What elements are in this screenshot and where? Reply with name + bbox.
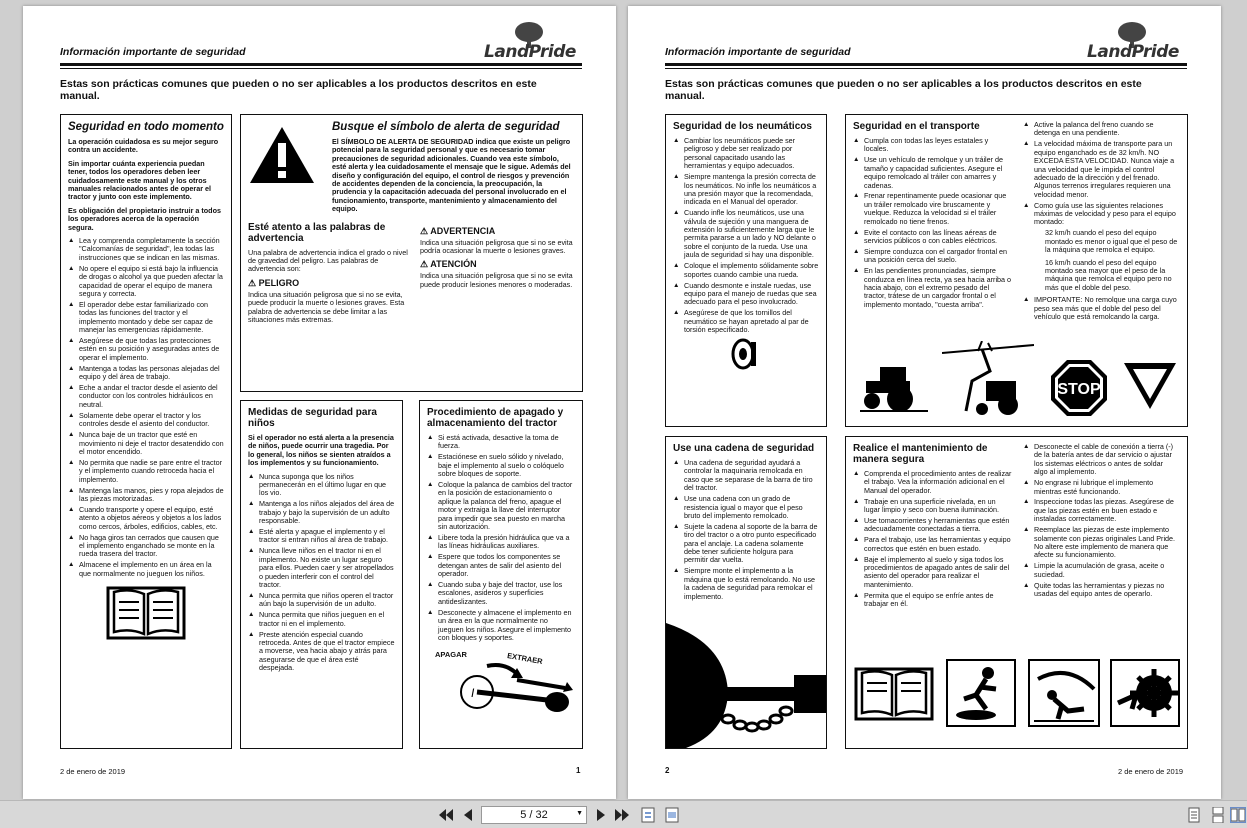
safety-chain-icon	[666, 623, 826, 748]
page-number: 2	[665, 766, 670, 775]
safety-list	[853, 137, 1013, 309]
list-item: ▲ Nunca baje de un tractor que esté en movimiento ni deje el tractor desatendido con el motor encendido.	[68, 431, 224, 456]
alerta-box	[240, 114, 583, 392]
apagar-label: APAGAR	[435, 650, 467, 660]
list-item: ▲ Baje el implemento al suelo y siga todos los procedimientos de apagado antes de salir del asiento del operador para realizar el mantenimiento.	[853, 556, 1013, 590]
fit-page-icon[interactable]	[640, 807, 656, 823]
land-pride-logo	[475, 20, 585, 64]
document-page-left	[23, 6, 616, 799]
logo-text: LandPride	[484, 42, 576, 62]
ignition-key-icon	[447, 660, 577, 716]
section-subtitle: Esté atento a las palabras de advertencia	[248, 221, 386, 244]
stop-sign-text: STOP	[1057, 381, 1101, 398]
list-item: ▲ Preste atención especial cuando retroceda. Antes de que el tractor empiece a moverse, vea hacia abajo y atrás para asegurarse de que el área esté despejada.	[248, 631, 395, 673]
header-rule	[60, 63, 582, 66]
list-item: ▲ IMPORTANTE: No remolque una carga cuyo peso sea más que el doble del peso del vehículo que está remolcando la carga.	[1023, 296, 1178, 321]
header-rule	[665, 63, 1187, 66]
list-item: ▲ Inspeccione todas las piezas. Asegúrese de que las piezas estén en buen estado e instaladas correctamente.	[1023, 498, 1178, 523]
gear-entanglement-icon	[1110, 659, 1180, 727]
skip-back-icon[interactable]	[438, 807, 454, 823]
yield-sign-icon	[1122, 361, 1178, 411]
tractor-icon	[860, 361, 928, 413]
slip-hazard-icon	[946, 659, 1016, 727]
mantenimiento-box	[845, 436, 1188, 749]
safety-list	[1023, 443, 1178, 598]
paragraph: Es obligación del propietario instruir a todos los operadores acerca de la operación segura.	[68, 205, 221, 232]
section-title: Seguridad de los neumáticos	[673, 121, 812, 132]
list-item: ▲ Sujete la cadena al soporte de la barra de tiro del tractor o a otro punto especificado para el anclaje. La cadena solamente debe tener suficiente holgura para permitir dar vuelta.	[673, 523, 819, 565]
page-selector[interactable]	[481, 806, 587, 824]
list-item: ▲ Use una cadena con un grado de resistencia igual o mayor que el peso bruto del implemento remolcado.	[673, 495, 819, 520]
list-item: ▲ Nunca lleve niños en el tractor ni en el implemento. No existe un lugar seguro para ellos. Pueden caer y ser atropellados o pueden interferir con el control del tractor.	[248, 547, 395, 589]
list-item: ▲ Use tomacorrientes y herramientas que estén adecuadamente conectadas a tierra.	[853, 517, 1013, 534]
section-title: Seguridad en todo momento	[68, 121, 224, 133]
next-icon[interactable]	[593, 807, 609, 823]
list-item: ▲ Cuando transporte y opere el equipo, esté atento a objetos aéreos y objetos a los lados como cercos, árboles, edificios, cables, etc.	[68, 506, 224, 531]
apagado-box	[419, 400, 583, 749]
skip-forward-icon[interactable]	[614, 807, 630, 823]
list-item: ▲ No permita que nadie se pare entre el tractor y el implemento cuando retroceda hacia el implemento.	[68, 459, 224, 484]
list-item: ▲ No haga giros tan cerrados que causen que el implemento enganchado se monte en la rueda trasera del tractor.	[68, 534, 224, 559]
tire-icon	[729, 338, 763, 370]
safety-list	[248, 473, 395, 673]
list-item: ▲ Asegúrese de que todas las protecciones estén en su posición y aseguradas antes de operar el implemento.	[68, 337, 224, 362]
viewer-toolbar	[0, 800, 1247, 828]
list-item: ▲ No opere el equipo si está bajo la influencia de drogas o alcohol ya que pueden afectar la capacidad de operar el equipo de manera segura y correcta.	[68, 265, 224, 299]
section-title: Realice el mantenimiento de manera segura	[853, 443, 988, 465]
ninos-box	[240, 400, 403, 749]
section-title: Use una cadena de seguridad	[673, 443, 815, 454]
list-item: ▲ Lea y comprenda completamente la sección "Calcomanías de seguridad", lea todas las instrucciones que se indican en las mismas.	[68, 237, 224, 262]
list-item: ▲ Coloque el implemento sólidamente sobre soportes cuando cambie una rueda.	[673, 262, 819, 279]
list-item: ▲ Solamente debe operar el tractor y los controles desde el asiento del conductor.	[68, 412, 224, 429]
seguridad-todo-box	[60, 114, 232, 749]
paragraph: El SÍMBOLO DE ALERTA DE SEGURIDAD indica que existe un peligro potencial para la seguridad personal y que es necesario tomar precauciones de seguridad adicionales. Cuando vea este símbolo, esté alerta y lea cuidadosamente el mensaje que le sigue. Además del diseño y configuración del equipo, el control de riesgos y prevención de accidentes dependen de la conciencia, la preocupación, la prudencia y la capacitación adecuada del personal involucrado en el funcionamiento, transporte, mantenimiento y almacenamiento del equipo.	[332, 137, 571, 214]
safety-alert-icon	[248, 125, 316, 185]
list-item: ▲ Nunca permita que niños jueguen en el tractor ni en el implemento.	[248, 611, 395, 628]
logo-text: LandPride	[1087, 42, 1179, 62]
list-item: ▲ Mantenga a los niños alejados del área de trabajo y bajo la supervisión de un adulto responsable.	[248, 500, 395, 525]
manual-book-icon	[106, 584, 186, 640]
manual-book-icon	[854, 665, 934, 721]
list-item: ▲ Para el trabajo, use las herramientas y equipo correctos que estén en buen estado.	[853, 536, 1013, 553]
safety-list	[673, 459, 819, 601]
list-item: ▲ Frenar repentinamente puede ocasionar que un tráiler remolcado vire bruscamente y vuelque. Reduzca la velocidad si el tráiler remolcado no tiene frenos.	[853, 192, 1013, 226]
peligro-heading: ⚠ PELIGRO	[248, 277, 300, 288]
intro-text: Estas son prácticas comunes que pueden o no ser aplicables a los productos descritos en este manual.	[60, 78, 537, 102]
list-item: ▲ Coloque la palanca de cambios del tractor en la posición de estacionamiento o aplique la palanca del freno, apague el motor y extraiga la llave del interruptor para impedir que sea puesto en marcha sin autorización.	[427, 481, 575, 531]
list-item: ▲ Desconecte el cable de conexión a tierra (-) de la batería antes de dar servicio o ajustar los sistemas eléctricos o antes de soldar algo al implemento.	[1023, 443, 1178, 477]
list-item: ▲ Comprenda el procedimiento antes de realizar el trabajo. Vea la información adicional en el Manual del operador.	[853, 470, 1013, 495]
list-item: ▲ Nunca suponga que los niños permanecerán en el último lugar en que los vio.	[248, 473, 395, 498]
footer-date: 2 de enero de 2019	[1118, 767, 1184, 776]
paragraph: Sin importar cuánta experiencia puedan tener, todos los operadores deben leer cuidadosamente este manual y los otros manuales relacionados antes de operar el tractor y junto con este implemento.	[68, 158, 212, 202]
footer-date: 2 de enero de 2019	[60, 767, 126, 776]
section-title: Procedimiento de apagado y almacenamiento del tractor	[427, 407, 564, 429]
extraer-label: EXTRAER	[506, 651, 544, 667]
list-item: ▲ Siempre monte el implemento a la máquina que lo está remolcando. No use la cadena de seguridad para remolcar el implemento.	[673, 567, 819, 601]
list-item: ▲ Si está activada, desactive la toma de fuerza.	[427, 434, 575, 451]
list-item: ▲ Active la palanca del freno cuando se detenga en una pendiente.	[1023, 121, 1178, 138]
list-item: ▲ Esté alerta y apague el implemento y el tractor si entran niños al área de trabajo.	[248, 528, 395, 545]
advertencia-heading: ⚠ ADVERTENCIA	[420, 225, 496, 236]
paragraph: Si el operador no está alerta a la presencia de niños, puede ocurrir una tragedia. Por lo general, los niños se sienten atraídos a los implementos y su funcionamiento.	[248, 433, 394, 468]
list-item: ▲ Mantenga las manos, pies y ropa alejados de las piezas motorizadas.	[68, 487, 224, 504]
list-item: ▲ Permita que el equipo se enfríe antes de trabajar en él.	[853, 592, 1013, 609]
land-pride-logo	[1078, 20, 1188, 64]
list-item: ▲ Evite el contacto con las líneas aéreas de servicios públicos o con cables eléctricos.	[853, 229, 1013, 246]
svg-text:I: I	[471, 686, 475, 701]
header-rule-thin	[665, 68, 1187, 69]
list-item: ▲ Almacene el implemento en un área en la que normalmente no jueguen los niños.	[68, 561, 224, 578]
key-illustration	[427, 646, 575, 716]
list-item: ▲ Reemplace las piezas de este implemento solamente con piezas originales Land Pride. No altere este implemento de manera que afecte su funcionamiento.	[1023, 526, 1178, 560]
list-item: ▲ Libere toda la presión hidráulica que va a las líneas hidráulicas auxiliares.	[427, 534, 575, 551]
page-number: 1	[576, 766, 581, 775]
crush-hazard-icon	[1028, 659, 1100, 727]
paragraph: La operación cuidadosa es su mejor seguro contra un accidente.	[68, 137, 219, 155]
list-item: ▲ No engrase ni lubrique el implemento mientras esté funcionando.	[1023, 479, 1178, 496]
list-item: ▲ Como guía use las siguientes relaciones máximas de velocidad y peso para el equipo montado:	[1023, 202, 1178, 227]
alert-triangle-icon: ⚠	[420, 225, 429, 236]
fit-width-icon[interactable]	[664, 807, 680, 823]
atencion-heading: ⚠ ATENCIÓN	[420, 259, 477, 270]
list-item: ▲ Siempre conduzca con el cargador frontal en una posición cerca del suelo.	[853, 248, 1013, 265]
safety-list	[853, 470, 1013, 609]
transporte-box	[845, 114, 1188, 427]
list-item: ▲ Mantenga a todas las personas alejadas del equipo y del área de trabajo.	[68, 365, 224, 382]
paragraph: Indica una situación peligrosa que si no se evita, puede producir la muerte o lesiones graves. Esta palabra de advertencia se debe limitar a las situaciones más extremas.	[248, 289, 405, 325]
page-header-title: Información importante de seguridad	[665, 46, 851, 58]
paragraph: Una palabra de advertencia indica el grado o nivel de gravedad del peligro. Las palabras de advertencia son:	[248, 247, 408, 274]
section-title: Medidas de seguridad para niños	[248, 407, 377, 429]
cadena-box	[665, 436, 827, 749]
single-page-icon[interactable]	[1186, 807, 1202, 823]
list-item: ▲ Nunca permita que niños operen el tractor aún bajo la supervisión de un adulto.	[248, 592, 395, 609]
list-item: ▲ Limpie la acumulación de grasa, aceite o suciedad.	[1023, 562, 1178, 579]
transport-illustrations	[860, 341, 1180, 421]
neumaticos-box	[665, 114, 827, 427]
alert-triangle-icon: ⚠	[248, 277, 257, 288]
list-item: ▲ Use un vehículo de remolque y un tráiler de tamaño y capacidad suficientes. Asegure el equipo remolcado al tráiler con amarres y cadenas.	[853, 156, 1013, 190]
paragraph: Indica una situación peligrosa que si no se evita podría ocasionar la muerte o lesiones graves.	[420, 237, 573, 256]
stop-sign-icon	[1050, 359, 1108, 417]
list-item: ▲ Quite todas las herramientas y piezas no usadas del equipo antes de operarlo.	[1023, 582, 1178, 599]
safety-list	[673, 137, 819, 334]
list-item: ▲ La velocidad máxima de transporte para un equipo enganchado es de 32 km/h. NO EXCEDA ESTA VELOCIDAD. Nunca viaje a una velocidad que le impida el control adecuado de la dirección y del frenado. Algunos terrenos irregulares requieren una velocidad menor.	[1023, 140, 1178, 199]
safety-list	[1023, 121, 1178, 227]
section-title: Busque el símbolo de alerta de seguridad	[332, 121, 560, 133]
maintenance-illustrations	[854, 659, 1184, 731]
two-page-icon[interactable]	[1230, 807, 1246, 823]
alert-triangle-icon: ⚠	[420, 259, 429, 270]
intro-text: Estas son prácticas comunes que pueden o no ser aplicables a los productos descritos en este manual.	[665, 78, 1142, 102]
power-line-tractor-icon	[942, 341, 1034, 419]
chevron-down-icon: ▼	[576, 810, 583, 817]
list-item: ▲ Cuando infle los neumáticos, use una válvula de sujeción y una manguera de extensión lo suficientemente larga que le permita pararse a un lado y NO delante o sobre el conjunto de la rueda. Use una jaula de seguridad si hay una disponible.	[673, 209, 819, 259]
list-item: ▲ Siempre mantenga la presión correcta de los neumáticos. No infle los neumáticos a una presión mayor que la recomendada, indicada en el Manual del operador.	[673, 173, 819, 207]
paragraph: Indica una situación peligrosa que si no se evita puede producir lesiones menores o moderadas.	[420, 271, 573, 289]
safety-list	[1023, 296, 1178, 321]
speed-rule-1: 32 km/h cuando el peso del equipo montado es menor o igual que el peso de la máquina que remolca el equipo.	[1045, 228, 1178, 255]
list-item: ▲ Una cadena de seguridad ayudará a controlar la maquinaria remolcada en caso que se separase de la barra de tiro del tractor.	[673, 459, 819, 493]
header-rule-thin	[60, 68, 582, 69]
prev-icon[interactable]	[460, 807, 476, 823]
list-item: ▲ Desconecte y almacene el implemento en un área en la que normalmente no jueguen los niños. Asegure el implemento con bloques y soportes.	[427, 609, 575, 643]
list-item: ▲ Trabaje en una superficie nivelada, en un lugar limpio y seco con buena iluminación.	[853, 498, 1013, 515]
speed-rule-2: 16 km/h cuando el peso del equipo montado sea mayor que el peso de la máquina que remolca el equipo pero no más que el doble del peso.	[1045, 257, 1172, 292]
document-page-right	[628, 6, 1221, 799]
list-item: ▲ Asegúrese de que los tornillos del neumático se hayan apretado al par de torsión especificado.	[673, 309, 819, 334]
page-header-title: Información importante de seguridad	[60, 46, 246, 58]
list-item: ▲ Cambiar los neumáticos puede ser peligroso y debe ser realizado por personal capacitado usando las herramientas y equipo adecuados.	[673, 137, 819, 171]
list-item: ▲ Eche a andar el tractor desde el asiento del conductor con los controles hidráulicos en neutral.	[68, 384, 224, 409]
section-title: Seguridad en el transporte	[853, 121, 980, 132]
list-item: ▲ Espere que todos los componentes se detengan antes de salir del asiento del operador.	[427, 553, 575, 578]
safety-list	[68, 237, 224, 578]
list-item: ▲ Cuando suba y baje del tractor, use los escalones, asideros y superficies antideslizantes.	[427, 581, 575, 606]
list-item: ▲ El operador debe estar familiarizado con todas las funciones del tractor y el implemento montado y debe ser capaz de manejar las emergencias rápidamente.	[68, 301, 224, 335]
page-indicator: 5 / 32	[520, 809, 548, 821]
continuous-page-icon[interactable]	[1210, 807, 1226, 823]
list-item: ▲ En las pendientes pronunciadas, siempre conduzca en línea recta, ya sea hacia arriba o hacia abajo, con el extremo pesado del tractor, trátese de un cargador frontal o el implemento montado, "cuesta arriba".	[853, 267, 1013, 309]
list-item: ▲ Cumpla con todas las leyes estatales y locales.	[853, 137, 1013, 154]
list-item: ▲ Estaciónese en suelo sólido y nivelado, baje el implemento al suelo o colóquelo sobre bloques de soporte.	[427, 453, 575, 478]
safety-list	[427, 434, 575, 642]
list-item: ▲ Cuando desmonte e instale ruedas, use equipo para el manejo de ruedas que sea adecuado para el peso involucrado.	[673, 282, 819, 307]
